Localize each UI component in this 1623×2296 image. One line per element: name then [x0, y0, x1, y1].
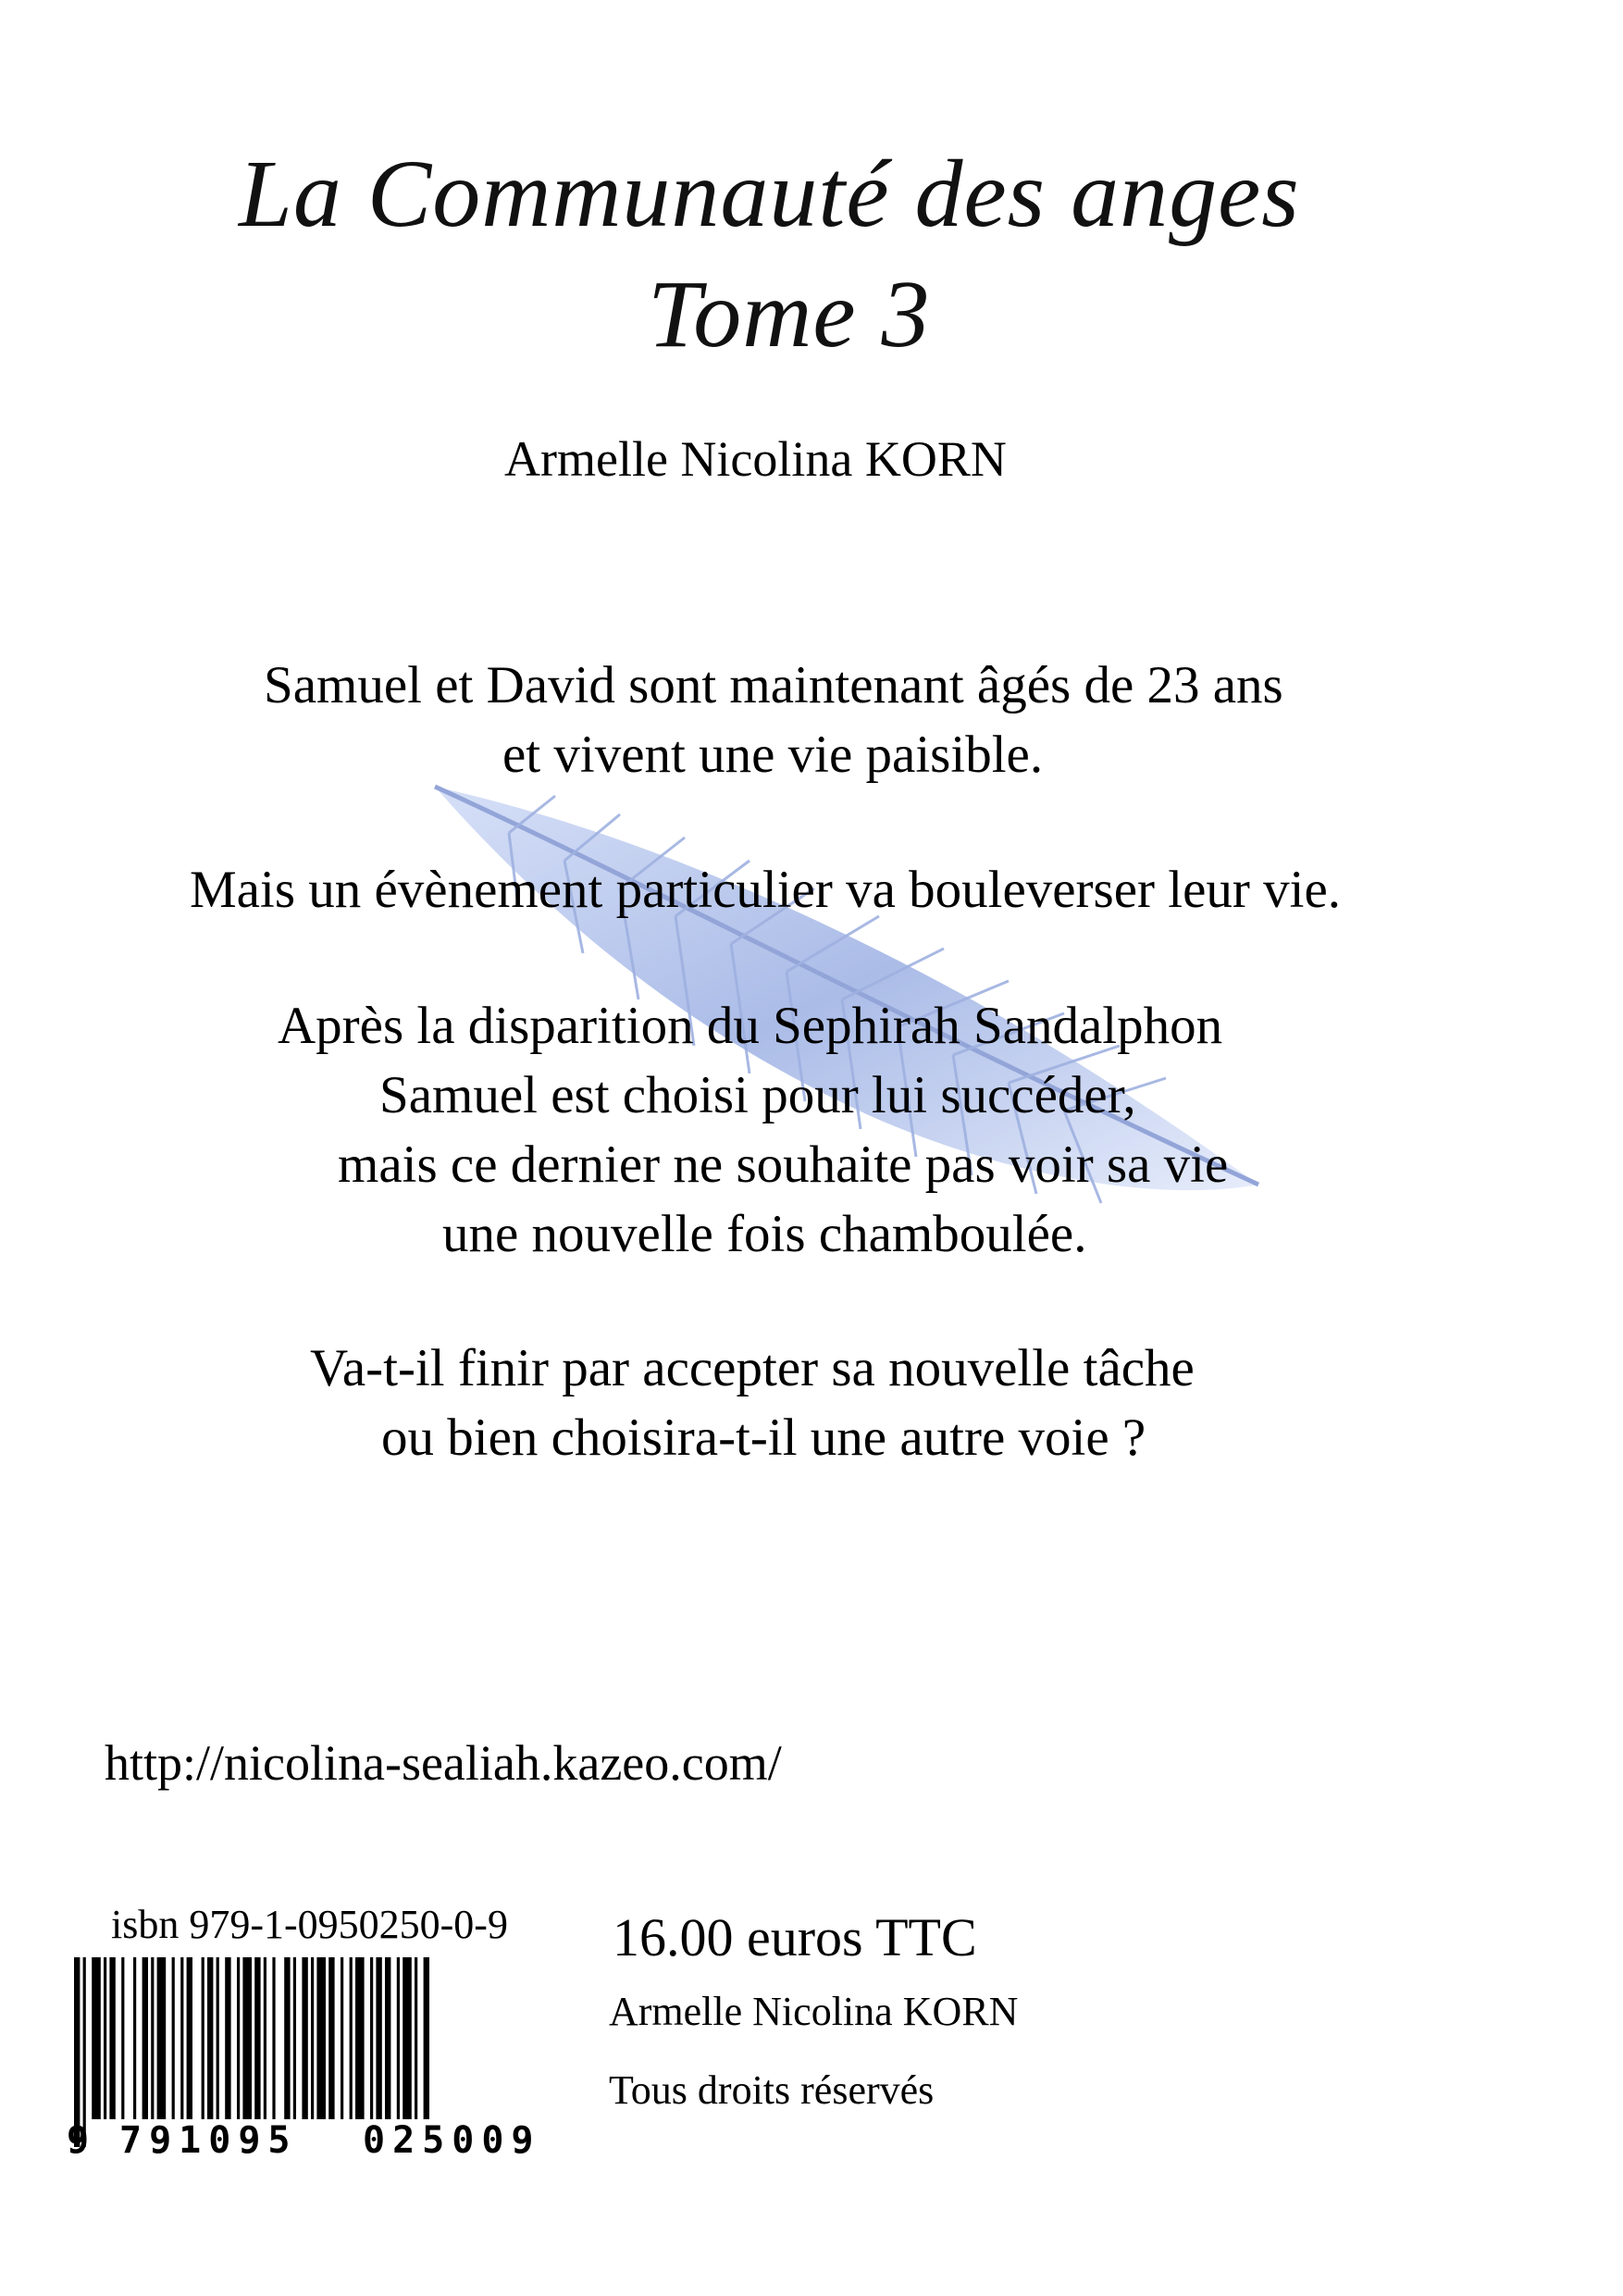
barcode-bar [142, 1957, 148, 2119]
barcode-bar [264, 1957, 266, 2119]
barcode-bar [133, 1957, 136, 2119]
barcode-bar [225, 1957, 230, 2119]
barcode-bar [104, 1957, 106, 2119]
blurb-line: Samuel et David sont maintenant âgés de 23 ans [264, 656, 1283, 714]
barcode-bar [355, 1957, 365, 2119]
barcode-bar [180, 1957, 183, 2119]
barcode-bar [121, 1957, 124, 2119]
author-name: Armelle Nicolina KORN [504, 431, 1007, 487]
barcode-bar [328, 1957, 334, 2119]
barcode-bar [187, 1957, 192, 2119]
publisher-author: Armelle Nicolina KORN [609, 1989, 1019, 2034]
barcode-bar [157, 1957, 167, 2119]
blurb-line: une nouvelle fois chamboulée. [442, 1205, 1087, 1263]
barcode-bar [202, 1957, 204, 2119]
blurb-line: et vivent une vie paisible. [502, 726, 1044, 784]
book-title-line2: Tome 3 [648, 261, 931, 367]
barcode-bar [350, 1957, 353, 2119]
barcode-bar [316, 1957, 326, 2119]
barcode-bar [92, 1957, 101, 2119]
barcode-bar [172, 1957, 175, 2119]
barcode-bar [242, 1957, 252, 2119]
barcode-first-digit: 9 [67, 2119, 90, 2162]
barcode-bar [370, 1957, 373, 2119]
barcode-bar [403, 1957, 412, 2119]
blurb-line: Va-t-il finir par accepter sa nouvelle tâche [310, 1339, 1195, 1397]
rights-notice: Tous droits réservés [609, 2067, 935, 2113]
barcode-bar [109, 1957, 115, 2119]
isbn-label: isbn 979-1-0950250-0-9 [111, 1902, 508, 1947]
barcode-bar [376, 1957, 381, 2119]
barcode-bar [207, 1957, 213, 2119]
barcode-bar [217, 1957, 219, 2119]
barcode-bar [385, 1957, 390, 2119]
blurb-line: ou bien choisira-t-il une autre voie ? [381, 1409, 1146, 1467]
barcode-bar [341, 1957, 343, 2119]
barcode-bar [311, 1957, 314, 2119]
blurb-line: mais ce dernier ne souhaite pas voir sa vie [338, 1136, 1229, 1194]
barcode-right-digits: 025009 [363, 2119, 541, 2162]
barcode-bar [302, 1957, 307, 2119]
barcode-bar [415, 1957, 417, 2119]
price-label: 16.00 euros TTC [613, 1907, 977, 1967]
blurb-line: Samuel est choisi pour lui succéder, [379, 1066, 1136, 1124]
barcode-bar [293, 1957, 296, 2119]
barcode-bar [237, 1957, 240, 2119]
blurb-line: Mais un évènement particulier va bouleverser leur vie. [190, 861, 1342, 919]
barcode-bar [151, 1957, 154, 2119]
website-url: http://nicolina-sealiah.kazeo.com/ [105, 1735, 782, 1791]
blurb-line: Après la disparition du Sephirah Sandalphon [278, 997, 1223, 1055]
book-title-line1: La Communauté des anges [239, 141, 1300, 247]
barcode-left-digits: 791095 [119, 2119, 298, 2162]
barcode-bar [284, 1957, 290, 2119]
barcode-bar [397, 1957, 400, 2119]
barcode-bar [272, 1957, 275, 2119]
barcode-digits [67, 2119, 585, 2175]
